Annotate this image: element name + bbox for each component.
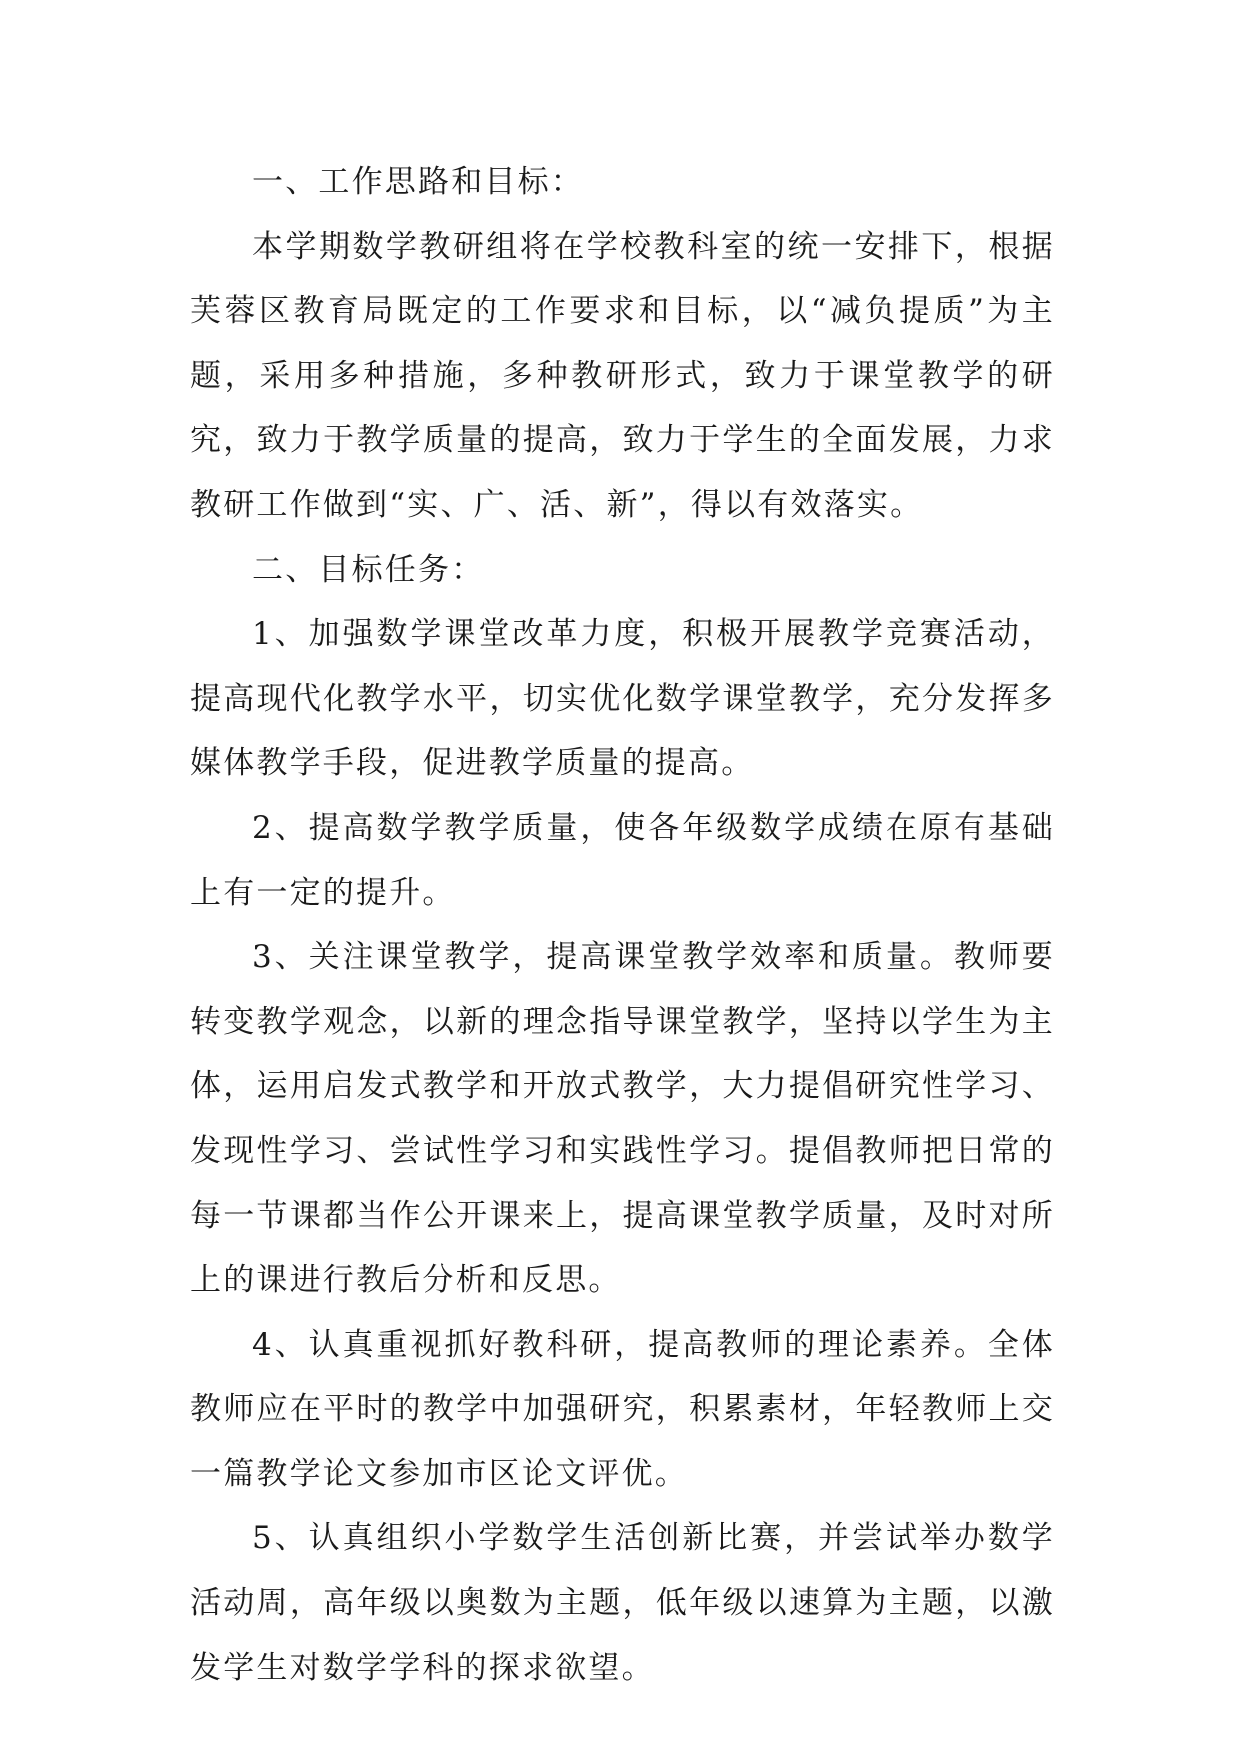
task-item-3: 3、关注课堂教学，提高课堂教学效率和质量。教师要转变教学观念，以新的理念指导课堂教学，坚持以学生为主体，运用启发式教学和开放式教学，大力提倡研究性学习、发现性学习、尝试性学习和实践性学习。提倡教师把日常的每一节课都当作公开课来上，提高课堂教学质量，及时对所上的课进行教后分析和反思。 xyxy=(190,939,1055,1299)
paragraph-work-approach: 本学期数学教研组将在学校教科室的统一安排下，根据芙蓉区教育局既定的工作要求和目标，以“减负提质”为主题，采用多种措施，多种教研形式，致力于课堂教学的研究，致力于教学质量的提高，致力于学生的全面发展，力求教研工作做到“实、广、活、新”，得以有效落实。 xyxy=(190,228,1055,523)
document-page xyxy=(190,150,1055,1700)
task-item-2: 2、提高数学教学质量，使各年级数学成绩在原有基础上有一定的提升。 xyxy=(190,809,1055,911)
section-heading-2: 二、目标任务： xyxy=(252,551,485,588)
section-heading-1: 一、工作思路和目标： xyxy=(252,164,584,200)
task-item-4: 4、认真重视抓好教科研，提高教师的理论素养。全体教师应在平时的教学中加强研究，积累素材，年轻教师上交一篇教学论文参加市区论文评优。 xyxy=(190,1326,1055,1492)
task-item-5: 5、认真组织小学数学生活创新比赛，并尝试举办数学活动周，高年级以奥数为主题，低年级以速算为主题，以激发学生对数学学科的探求欲望。 xyxy=(190,1520,1055,1686)
task-item-1: 1、加强数学课堂改革力度，积极开展教学竞赛活动，提高现代化教学水平，切实优化数学课堂教学，充分发挥多媒体教学手段，促进教学质量的提高。 xyxy=(190,616,1055,782)
